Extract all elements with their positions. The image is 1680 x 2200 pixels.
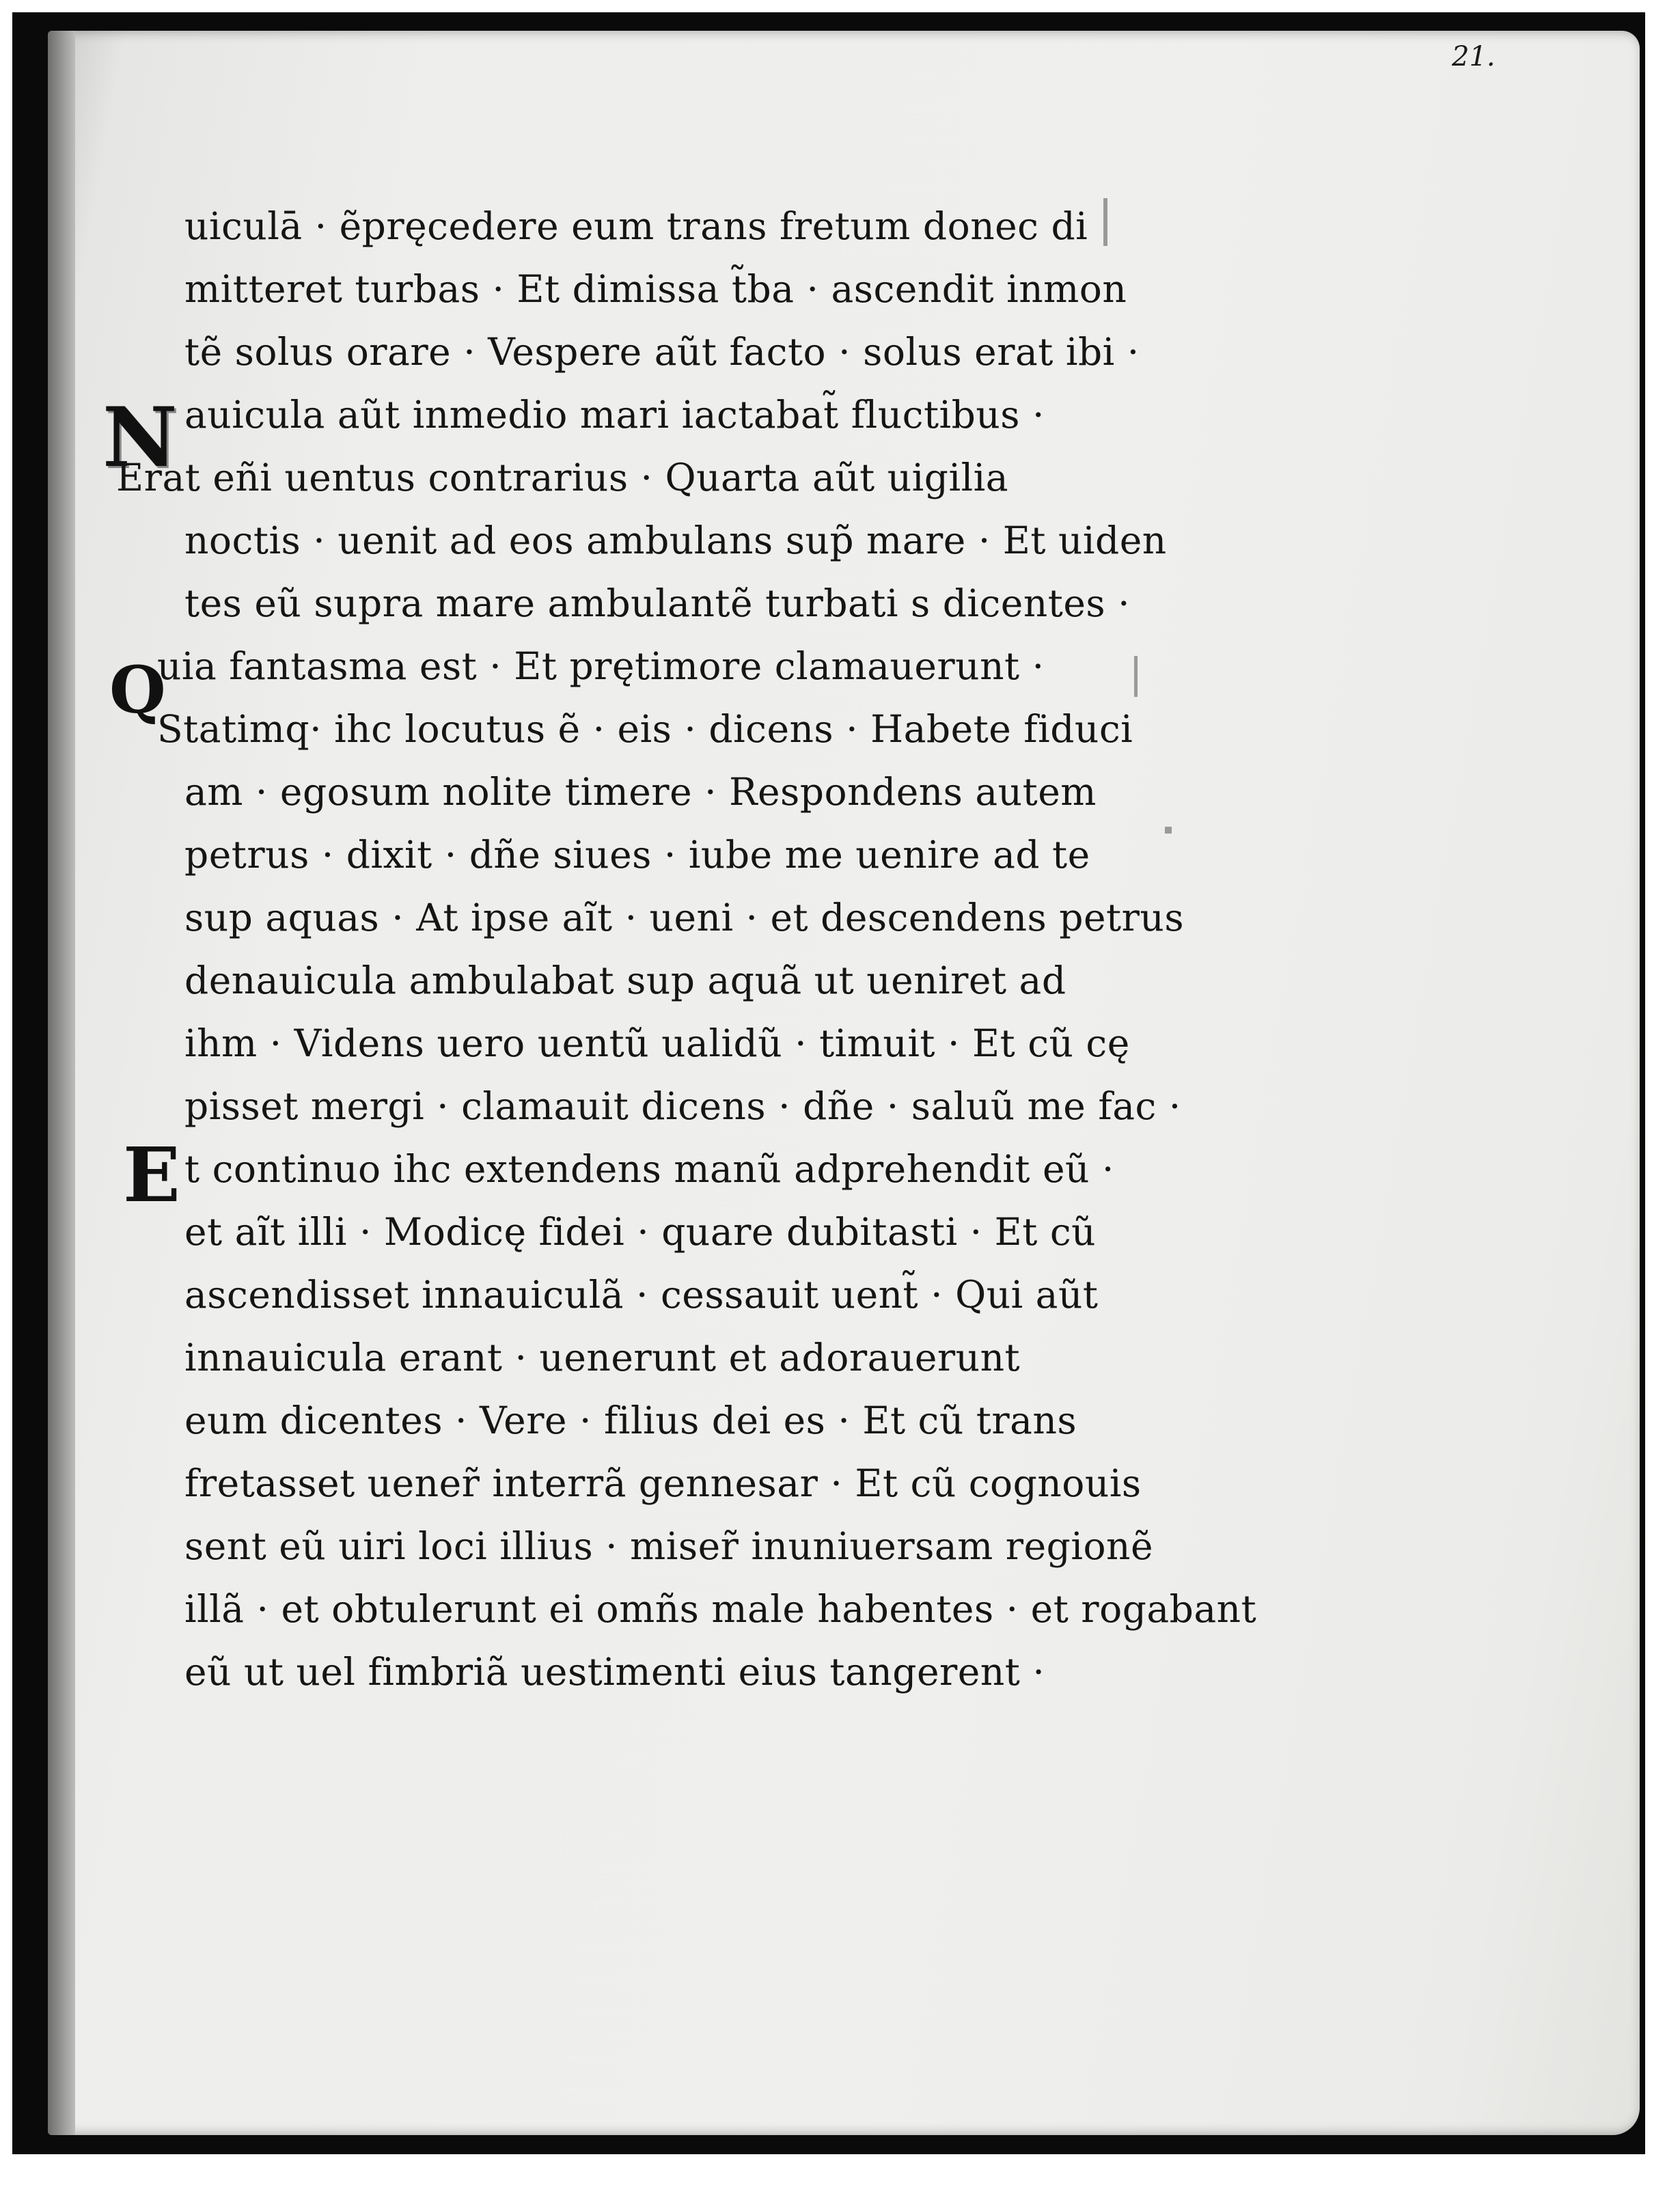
- text-line: tes eũ supra mare ambulantẽ turbati s dicentes ·: [184, 581, 1131, 625]
- text-line: auicula aũt inmedio mari iactabat̃ fluctibus ·: [184, 393, 1045, 437]
- text-line: eũ ut uel fimbriã uestimenti eius tangerent ·: [184, 1650, 1045, 1694]
- page-gutter: [48, 31, 75, 2135]
- text-line: am · egosum nolite timere · Respondens autem: [184, 770, 1097, 814]
- text-line: uia fantasma est · Et prętimore clamauerunt ·: [157, 644, 1045, 688]
- text-line: ihm · Videns uero uentũ ualidũ · timuit · Et cũ cę: [184, 1021, 1130, 1065]
- text-line: pisset mergi · clamauit dicens · dñe · saluũ me fac ·: [184, 1084, 1181, 1128]
- text-line: eum dicentes · Vere · filius dei es · Et cũ trans: [184, 1399, 1077, 1442]
- text-line: sent eũ uiri loci illius · miser̃ inuniuersam regionẽ: [184, 1524, 1154, 1568]
- decorated-initial-q: Q: [109, 652, 166, 728]
- text-line: fretasset uener̃ interrã gennesar · Et cũ cognouis: [184, 1461, 1142, 1505]
- text-line: Statimq· ihc locutus ẽ · eis · dicens · Habete fiduci: [157, 707, 1133, 751]
- decorated-initial-n: N: [102, 389, 178, 486]
- text-line: innauicula erant · uenerunt et adorauerunt: [184, 1336, 1021, 1379]
- text-line: mitteret turbas · Et dimissa t̃ba · ascendit inmon: [184, 267, 1127, 311]
- text-line: petrus · dixit · dñe siues · iube me uenire ad te: [184, 833, 1090, 877]
- decorated-initial-e: E: [123, 1131, 180, 1219]
- manuscript-text-block: [116, 195, 1257, 1703]
- folio-number: 21.: [1452, 41, 1496, 72]
- text-line: illã · et obtulerunt ei omñs male habentes · et rogabant: [184, 1587, 1257, 1631]
- text-line: tẽ solus orare · Vespere aũt facto · solus erat ibi ·: [184, 330, 1140, 374]
- text-line: et aĩt illi · Modicę fidei · quare dubitasti · Et cũ: [184, 1210, 1097, 1254]
- text-line: sup aquas · At ipse aĩt · ueni · et descendens petrus: [184, 896, 1185, 939]
- text-line: uiculā · ẽpręcedere eum trans fretum donec di: [184, 204, 1088, 248]
- text-line: denauicula ambulabat sup aquã ut ueniret ad: [184, 959, 1066, 1002]
- text-line: Erat eñi uentus contrarius · Quarta aũt uigilia: [116, 456, 1009, 499]
- text-line: ascendisset innauiculã · cessauit uent̃ · Qui aũt: [184, 1273, 1099, 1317]
- text-line: t continuo ihc extendens manũ adprehendit eũ ·: [184, 1147, 1114, 1191]
- text-line: noctis · uenit ad eos ambulans sup̃ mare · Et uiden: [184, 519, 1167, 562]
